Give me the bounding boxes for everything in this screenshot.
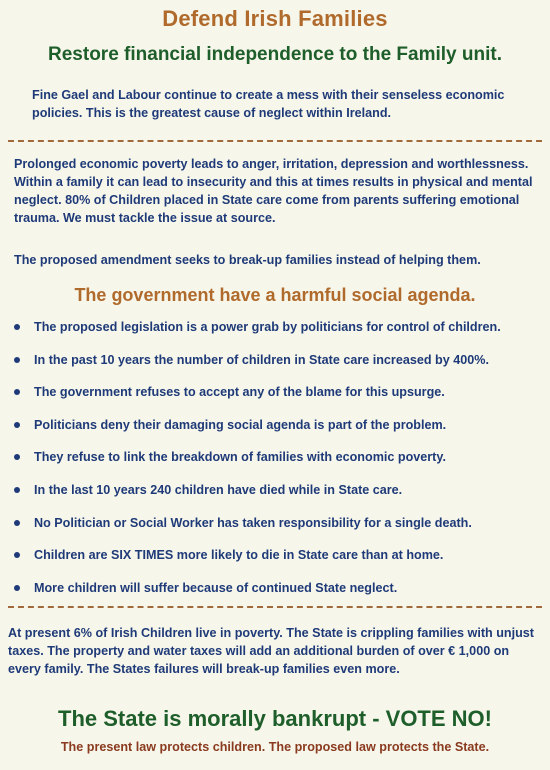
- bullet-item: [10, 383, 546, 416]
- bullet-text: They refuse to link the breakdown of families with economic poverty.: [34, 450, 446, 465]
- leaflet-subtitle: Restore financial independence to the Family unit.: [48, 44, 502, 65]
- bullet-item: [10, 351, 546, 384]
- bullet-text: No Politician or Social Worker has taken responsibility for a single death.: [34, 515, 472, 530]
- bullet-text: The government refuses to accept any of the blame for this upsurge.: [34, 385, 445, 400]
- bullet-dot-icon: [14, 454, 20, 460]
- bullet-dot-icon: [14, 389, 20, 395]
- bullet-dot-icon: [14, 357, 20, 363]
- footer-tagline: The present law protects children. The proposed law protects the State.: [60, 740, 490, 754]
- bullet-text: More children will suffer because of continued State neglect.: [34, 580, 398, 595]
- bullet-dot-icon: [14, 585, 20, 591]
- bullet-dot-icon: [14, 487, 20, 493]
- agenda-bullet-list: [10, 318, 546, 611]
- bullet-item: [10, 546, 546, 579]
- bullet-text: Children are SIX TIMES more likely to die in State care than at home.: [34, 548, 444, 563]
- leaflet-title: Defend Irish Families: [162, 6, 388, 31]
- bullet-dot-icon: [14, 520, 20, 526]
- bullet-item: [10, 318, 546, 351]
- bullet-item: [10, 448, 546, 481]
- closing-headline: The State is morally bankrupt - VOTE NO!: [58, 706, 492, 731]
- bullet-dot-icon: [14, 552, 20, 558]
- bullet-text: In the last 10 years 240 children have died while in State care.: [34, 482, 403, 497]
- bullet-text: Politicians deny their damaging social agenda is part of the problem.: [34, 417, 447, 432]
- bullet-dot-icon: [14, 324, 20, 330]
- intro-paragraph: Fine Gael and Labour continue to create a mess with their senseless economic policies. This is the greatest cause of neglect within Ireland.: [32, 88, 505, 120]
- dashed-divider-bottom: [8, 606, 542, 608]
- agenda-heading: The government have a harmful social agenda.: [74, 285, 476, 305]
- bullet-dot-icon: [14, 422, 20, 428]
- dashed-divider-top: [8, 140, 542, 142]
- bullet-text: In the past 10 years the number of children in State care increased by 400%.: [34, 352, 489, 367]
- amendment-paragraph: The proposed amendment seeks to break-up families instead of helping them.: [14, 253, 481, 267]
- poverty-paragraph: Prolonged economic poverty leads to anger, irritation, depression and worthlessness. Within a family it can lead to insecurity and this at times results in physical and mental neglect. 80% of Children placed in State care come from parents suffering emotional trauma. We must tackle the issue at source.: [14, 157, 533, 225]
- bullet-item: [10, 481, 546, 514]
- taxes-paragraph: At present 6% of Irish Children live in poverty. The State is crippling families with unjust taxes. The property and water taxes will add an additional burden of over € 1,000 on every family. The States failures will break-up families even more.: [8, 626, 534, 676]
- bullet-item: [10, 416, 546, 449]
- bullet-text: The proposed legislation is a power grab by politicians for control of children.: [34, 320, 501, 334]
- bullet-item: [10, 514, 546, 547]
